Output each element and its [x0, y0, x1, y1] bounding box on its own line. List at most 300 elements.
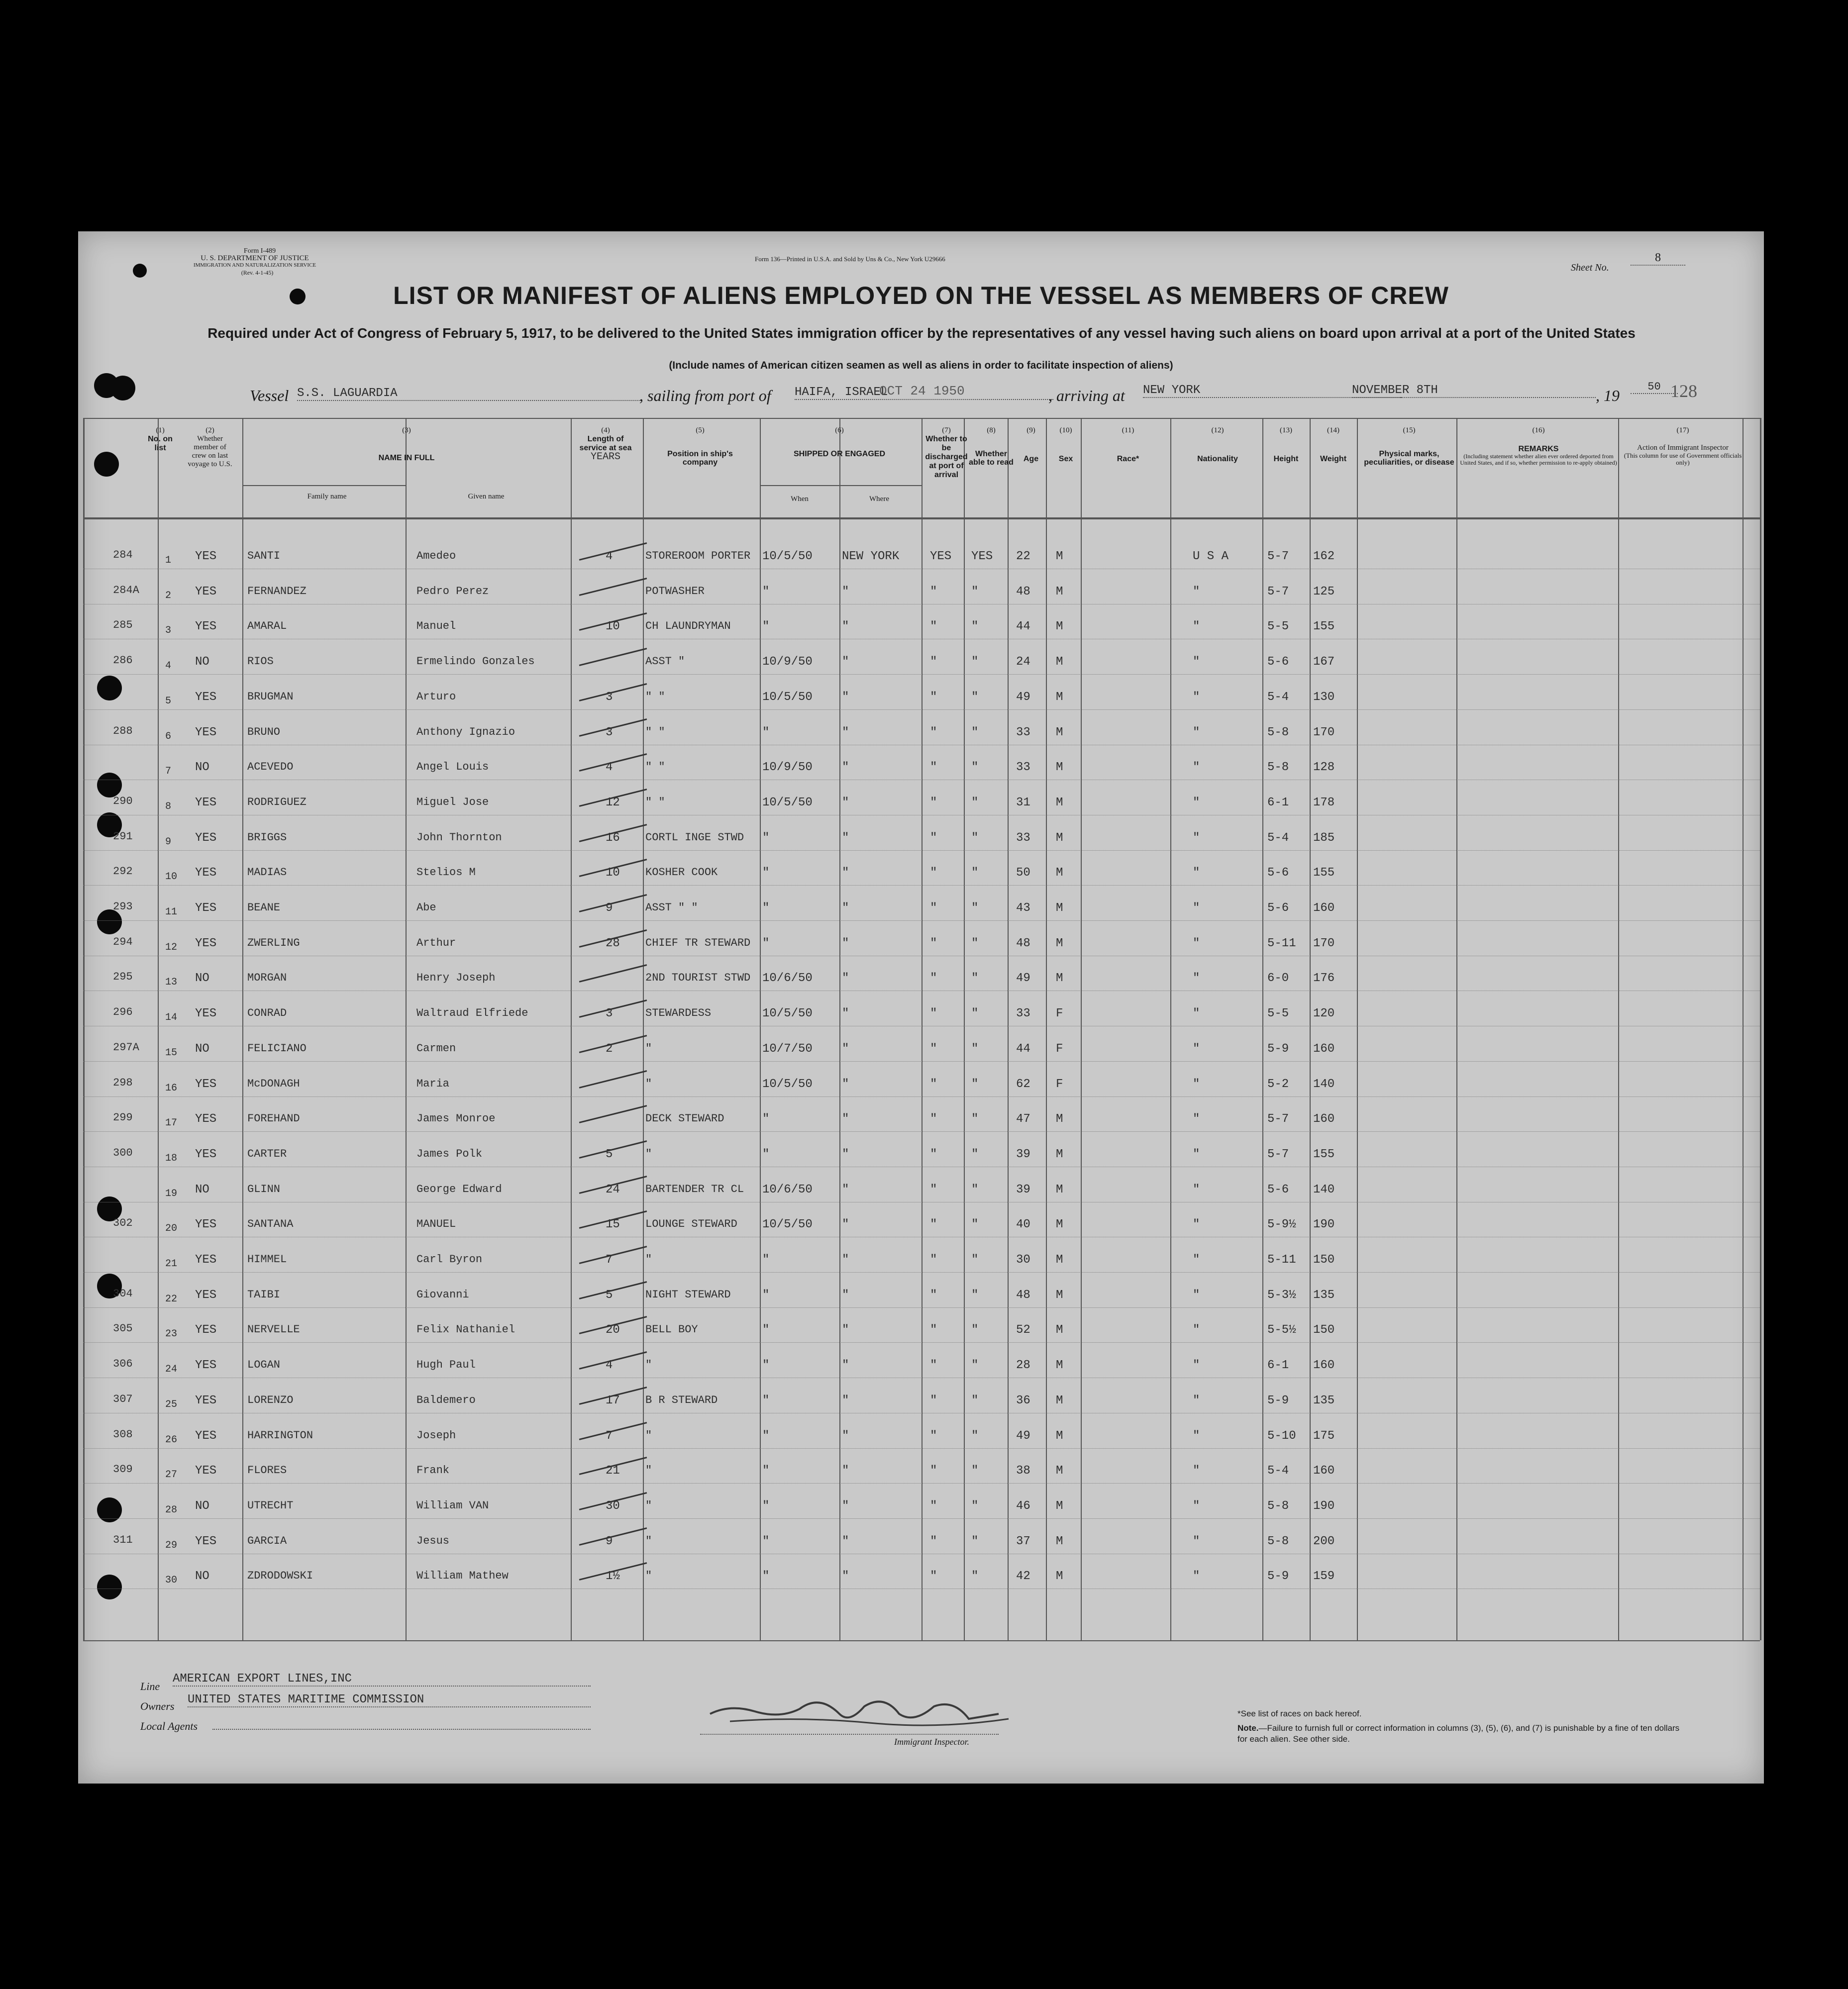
sex: M: [1056, 831, 1063, 845]
given-name: Miguel Jose: [416, 796, 489, 808]
grid-line: [406, 418, 407, 1640]
weight: 155: [1313, 620, 1335, 634]
weight: 130: [1313, 690, 1335, 704]
shipped-where: ": [842, 1077, 849, 1091]
position: ": [645, 1499, 652, 1512]
sex: M: [1056, 550, 1063, 563]
years-at-sea: 7: [606, 1253, 613, 1267]
grid-line: [242, 418, 243, 1640]
inspector-signature: [700, 1684, 1024, 1739]
family-name: BRIGGS: [247, 831, 287, 844]
sex: F: [1056, 1007, 1063, 1021]
grid-line: [1456, 418, 1457, 1640]
height: 5-4: [1267, 1464, 1289, 1478]
nationality: ": [1193, 796, 1200, 809]
nationality: ": [1193, 1253, 1200, 1267]
family-name: NERVELLE: [247, 1323, 300, 1336]
shipped-where: ": [842, 1393, 849, 1407]
height: 5-6: [1267, 1183, 1289, 1196]
weight: 160: [1313, 1112, 1335, 1126]
discharge-flag: ": [930, 901, 937, 915]
given-name: Hugh Paul: [416, 1359, 476, 1372]
include-note: (Include names of American citizen seamen as well as aliens in order to facilitate inspection of aliens): [669, 360, 1173, 371]
height: 5-8: [1267, 1499, 1289, 1513]
inspector-label: Immigrant Inspector.: [894, 1737, 969, 1747]
sex: M: [1056, 620, 1063, 634]
shipped-when: 10/6/50: [762, 1183, 813, 1196]
position: " ": [645, 761, 665, 774]
given-name: MANUEL: [416, 1218, 456, 1231]
nationality: ": [1193, 1007, 1200, 1021]
shipped-when: ": [762, 585, 770, 598]
position: BELL BOY: [645, 1323, 698, 1336]
ref-number: 300: [113, 1146, 133, 1159]
sex: M: [1056, 1183, 1063, 1196]
ref-number: 308: [113, 1428, 133, 1441]
discharge-flag: ": [930, 620, 937, 634]
row-number: 15: [165, 1047, 178, 1059]
shipped-where: ": [842, 1112, 849, 1126]
weight: 120: [1313, 1007, 1335, 1021]
row-number: 28: [165, 1504, 178, 1516]
stamp-number: 128: [1670, 381, 1697, 401]
read-flag: ": [971, 1042, 979, 1056]
shipped-when: 10/7/50: [762, 1042, 813, 1056]
grid-line: [1618, 418, 1619, 1640]
years-at-sea: 1½: [606, 1570, 620, 1584]
col-age-header: (9) Age: [1023, 426, 1039, 463]
age: 42: [1016, 1570, 1030, 1584]
given-name: William VAN: [416, 1499, 489, 1512]
shipped-when: ": [762, 620, 770, 634]
years-at-sea: 15: [606, 1218, 620, 1232]
discharge-flag: ": [930, 1042, 937, 1056]
nationality: ": [1193, 1359, 1200, 1373]
discharge-flag: ": [930, 1429, 937, 1443]
ref-number: 296: [113, 1006, 133, 1019]
family-name: BRUNO: [247, 725, 281, 738]
row-number: 7: [165, 766, 172, 778]
height: 5-7: [1267, 1112, 1289, 1126]
read-flag: ": [971, 1077, 979, 1091]
age: 50: [1016, 866, 1030, 880]
given-name: James Monroe: [416, 1112, 496, 1125]
sex: M: [1056, 725, 1063, 739]
weight: 170: [1313, 725, 1335, 739]
age: 37: [1016, 1534, 1030, 1548]
sheet-number: 8: [1631, 251, 1685, 266]
years-at-sea: 9: [606, 901, 613, 915]
nationality: ": [1193, 1042, 1200, 1056]
crew-flag: NO: [195, 655, 209, 669]
sex: F: [1056, 1077, 1063, 1091]
given-name: Carl Byron: [416, 1253, 483, 1266]
sex: M: [1056, 1429, 1063, 1443]
discharge-flag: ": [930, 585, 937, 598]
given-name: Felix Nathaniel: [416, 1323, 515, 1336]
crew-flag: NO: [195, 1570, 209, 1584]
sex: M: [1056, 1147, 1063, 1161]
position: " ": [645, 796, 665, 808]
years-at-sea: 10: [606, 866, 620, 880]
discharge-flag: ": [930, 796, 937, 809]
ref-number: 286: [113, 654, 133, 667]
col-remarks-header: (16) REMARKS (Including statement whether alien ever ordered deported from United States, and if so, whether permission to re-apply obtained): [1460, 426, 1617, 466]
grid-line: [964, 418, 965, 1640]
shipped-when: ": [762, 936, 770, 950]
ref-number: 305: [113, 1322, 133, 1335]
discharge-flag: ": [930, 1464, 937, 1478]
discharge-flag: ": [930, 1077, 937, 1091]
sex: M: [1056, 866, 1063, 880]
given-name: Angel Louis: [416, 761, 489, 774]
shipped-where: ": [842, 1499, 849, 1513]
arriving-port: NEW YORK: [1143, 384, 1402, 398]
check-mark-icon: [579, 1527, 647, 1546]
crew-flag: NO: [195, 972, 209, 986]
read-flag: ": [971, 972, 979, 986]
row-number: 29: [165, 1539, 178, 1551]
family-name: FELICIANO: [247, 1042, 307, 1055]
shipped-when: ": [762, 1570, 770, 1584]
weight: 175: [1313, 1429, 1335, 1443]
position: STEWARDESS: [645, 1007, 712, 1020]
col-years-header: (4) Length of service at sea YEARS: [579, 426, 632, 463]
col-race-header: (11) Race*: [1117, 426, 1139, 463]
years-at-sea: 2: [606, 1042, 613, 1056]
height: 5-8: [1267, 761, 1289, 775]
shipped-where: ": [842, 1570, 849, 1584]
height: 5-7: [1267, 585, 1289, 598]
read-flag: ": [971, 655, 979, 669]
discharge-flag: ": [930, 1534, 937, 1548]
family-name: TAIBI: [247, 1288, 281, 1301]
position: CORTL INGE STWD: [645, 831, 744, 844]
weight: 159: [1313, 1570, 1335, 1584]
read-flag: ": [971, 690, 979, 704]
sex: M: [1056, 901, 1063, 915]
nationality: ": [1193, 1112, 1200, 1126]
given-name: Stelios M: [416, 866, 476, 879]
ref-number: 302: [113, 1217, 133, 1230]
years-at-sea: 17: [606, 1393, 620, 1407]
weight: 185: [1313, 831, 1335, 845]
shipped-where: ": [842, 1288, 849, 1302]
discharge-flag: ": [930, 725, 937, 739]
height: 5-4: [1267, 690, 1289, 704]
family-name: SANTANA: [247, 1218, 294, 1231]
crew-flag: YES: [195, 1112, 217, 1126]
grid-line: [1081, 418, 1082, 1640]
col-physical-header: (15) Physical marks, peculiarities, or disease: [1364, 426, 1454, 467]
height: 5-6: [1267, 655, 1289, 669]
family-name: FERNANDEZ: [247, 585, 307, 597]
age: 22: [1016, 550, 1030, 563]
shipped-where: ": [842, 585, 849, 598]
discharge-flag: ": [930, 655, 937, 669]
years-at-sea: 4: [606, 1359, 613, 1373]
shipped-where: ": [842, 620, 849, 634]
read-flag: ": [971, 936, 979, 950]
family-name: BRUGMAN: [247, 690, 294, 703]
crew-flag: YES: [195, 1007, 217, 1021]
crew-flag: NO: [195, 1499, 209, 1513]
discharge-flag: ": [930, 1323, 937, 1337]
shipped-when: 10/5/50: [762, 1077, 813, 1091]
height: 5-9½: [1267, 1218, 1296, 1232]
family-name: FLORES: [247, 1464, 287, 1477]
given-name: Frank: [416, 1464, 450, 1477]
sex: M: [1056, 1499, 1063, 1513]
position: ASST " ": [645, 901, 698, 914]
ref-number: 297A: [113, 1041, 139, 1054]
grid-line: [1357, 418, 1358, 1640]
read-flag: ": [971, 1147, 979, 1161]
given-name: Giovanni: [416, 1288, 469, 1301]
position: ": [645, 1570, 652, 1583]
sex: M: [1056, 1112, 1063, 1126]
given-name: Pedro Perez: [416, 585, 489, 597]
year: 50: [1631, 381, 1678, 394]
col-read-header: (8) Whether able to read: [969, 426, 1014, 467]
given-name: Arthur: [416, 936, 456, 949]
punch-hole: [97, 909, 122, 934]
grid-line: [158, 418, 159, 1640]
row-number: 20: [165, 1223, 178, 1235]
position: POTWASHER: [645, 585, 705, 597]
ref-number: 307: [113, 1392, 133, 1405]
shipped-where: ": [842, 1253, 849, 1267]
shipped-where: ": [842, 796, 849, 809]
height: 5-9: [1267, 1570, 1289, 1584]
shipped-where: ": [842, 655, 849, 669]
age: 33: [1016, 831, 1030, 845]
age: 47: [1016, 1112, 1030, 1126]
row-number: 14: [165, 1012, 178, 1024]
row-number: 21: [165, 1258, 178, 1270]
given-name: Manuel: [416, 620, 456, 633]
ref-number: 288: [113, 724, 133, 737]
height: 5-5½: [1267, 1323, 1296, 1337]
grid-line: [1170, 418, 1171, 1640]
printer-line: Form 136—Printed in U.S.A. and Sold by Uns & Co., New York U29666: [755, 255, 945, 263]
family-name: ZDRODOWSKI: [247, 1570, 313, 1583]
crew-flag: YES: [195, 1359, 217, 1373]
weight: 150: [1313, 1323, 1335, 1337]
given-name: Ermelindo Gonzales: [416, 655, 535, 668]
line-value: AMERICAN EXPORT LINES,INC: [173, 1672, 591, 1687]
crew-flag: YES: [195, 831, 217, 845]
crew-flag: YES: [195, 690, 217, 704]
service: IMMIGRATION AND NATURALIZATION SERVICE: [193, 262, 316, 268]
discharge-flag: ": [930, 831, 937, 845]
given-name: Joseph: [416, 1429, 456, 1442]
shipped-where: ": [842, 831, 849, 845]
position: ": [645, 1147, 652, 1160]
sex: M: [1056, 1534, 1063, 1548]
row-number: 13: [165, 977, 178, 989]
years-at-sea: 7: [606, 1429, 613, 1443]
shipped-when: ": [762, 1393, 770, 1407]
nationality: U S A: [1193, 550, 1229, 563]
years-at-sea: 21: [606, 1464, 620, 1478]
years-at-sea: 16: [606, 831, 620, 845]
shipped-when: ": [762, 1464, 770, 1478]
row-number: 11: [165, 906, 178, 918]
col-sex-header: (10) Sex: [1058, 426, 1073, 463]
check-mark-icon: [579, 683, 647, 701]
years-at-sea: 3: [606, 725, 613, 739]
crew-flag: YES: [195, 1323, 217, 1337]
read-flag: ": [971, 866, 979, 880]
weight: 160: [1313, 1359, 1335, 1373]
check-mark-icon: [579, 718, 647, 737]
crew-flag: YES: [195, 1253, 217, 1267]
age: 48: [1016, 585, 1030, 598]
nationality: ": [1193, 1393, 1200, 1407]
sex: M: [1056, 1464, 1063, 1478]
crew-flag: YES: [195, 620, 217, 634]
weight: 135: [1313, 1393, 1335, 1407]
owners-label: Owners: [140, 1700, 175, 1712]
shipped-where: ": [842, 1359, 849, 1373]
ref-number: 311: [113, 1533, 133, 1546]
read-flag: ": [971, 1464, 979, 1478]
col-nationality-header: (12) Nationality: [1197, 426, 1238, 463]
position: ASST ": [645, 655, 685, 668]
row-number: 26: [165, 1434, 178, 1446]
weight: 160: [1313, 901, 1335, 915]
read-flag: ": [971, 1499, 979, 1513]
weight: 125: [1313, 585, 1335, 598]
position: KOSHER COOK: [645, 866, 718, 879]
sex: M: [1056, 1393, 1063, 1407]
position: ": [645, 1429, 652, 1442]
grid-line: [1760, 418, 1761, 1640]
row-number: 27: [165, 1469, 178, 1481]
age: 31: [1016, 796, 1030, 809]
given-name: John Thornton: [416, 831, 502, 844]
discharge-flag: YES: [930, 550, 952, 563]
years-at-sea: 5: [606, 1147, 613, 1161]
read-flag: ": [971, 585, 979, 598]
sex: M: [1056, 761, 1063, 775]
discharge-flag: ": [930, 1218, 937, 1232]
read-flag: ": [971, 761, 979, 775]
position: ": [645, 1464, 652, 1477]
read-flag: ": [971, 796, 979, 809]
height: 5-4: [1267, 831, 1289, 845]
ref-number: 291: [113, 830, 133, 843]
ref-number: 284: [113, 549, 133, 561]
form-number: Form I-489: [243, 247, 276, 255]
read-flag: ": [971, 725, 979, 739]
height: 5-8: [1267, 1534, 1289, 1548]
check-mark-icon: [579, 1281, 647, 1299]
position: 2ND TOURIST STWD: [645, 972, 751, 985]
family-name: MORGAN: [247, 972, 287, 985]
read-flag: ": [971, 1112, 979, 1126]
weight: 155: [1313, 866, 1335, 880]
years-at-sea: 24: [606, 1183, 620, 1196]
shipped-when: 10/5/50: [762, 1007, 813, 1021]
col-given-header: Given name: [468, 493, 505, 500]
port-of-sailing: HAIFA, ISRAEL: [795, 386, 1053, 400]
nationality: ": [1193, 585, 1200, 598]
position: B R STEWARD: [645, 1393, 718, 1406]
shipped-when: ": [762, 901, 770, 915]
sex: M: [1056, 585, 1063, 598]
read-flag: ": [971, 1007, 979, 1021]
sheet-label: Sheet No.: [1571, 262, 1609, 273]
position: ": [645, 1253, 652, 1266]
races-note: *See list of races on back hereof.: [1237, 1709, 1362, 1718]
shipped-where: ": [842, 761, 849, 775]
nationality: ": [1193, 972, 1200, 986]
years-at-sea: 20: [606, 1323, 620, 1337]
age: 43: [1016, 901, 1030, 915]
check-mark-icon: [579, 1070, 647, 1089]
shipped-when: ": [762, 1253, 770, 1267]
ref-number: 293: [113, 900, 133, 913]
row-number: 16: [165, 1082, 178, 1094]
subtitle: Required under Act of Congress of February 5, 1917, to be delivered to the United States immigration officer by the representatives of any vessel having such aliens on board upon arrival at a port of the United States: [207, 325, 1636, 341]
crew-flag: YES: [195, 1147, 217, 1161]
nationality: ": [1193, 1218, 1200, 1232]
shipped-when: 10/5/50: [762, 1218, 813, 1232]
years-at-sea: 30: [606, 1499, 620, 1513]
crew-flag: YES: [195, 725, 217, 739]
crew-flag: YES: [195, 866, 217, 880]
nationality: ": [1193, 761, 1200, 775]
given-name: George Edward: [416, 1183, 502, 1195]
nationality: ": [1193, 831, 1200, 845]
discharge-flag: ": [930, 1147, 937, 1161]
agents-value-line: [212, 1729, 591, 1730]
nationality: ": [1193, 901, 1200, 915]
shipped-when: ": [762, 1288, 770, 1302]
check-mark-icon: [579, 542, 647, 561]
check-mark-icon: [579, 753, 647, 775]
crew-flag: YES: [195, 585, 217, 598]
check-mark-icon: [579, 1140, 647, 1159]
ref-number: 299: [113, 1111, 133, 1124]
age: 44: [1016, 620, 1030, 634]
check-mark-icon: [579, 648, 647, 666]
weight: 155: [1313, 1147, 1335, 1161]
col-weight-header: (14) Weight: [1320, 426, 1347, 463]
years-at-sea: 4: [606, 550, 613, 563]
given-name: Amedeo: [416, 550, 456, 562]
punch-hole: [97, 773, 122, 797]
grid-line: [760, 418, 761, 1640]
years-at-sea: 3: [606, 1007, 613, 1021]
punch-hole: [94, 452, 119, 477]
nationality: ": [1193, 1534, 1200, 1548]
agents-label: Local Agents: [140, 1720, 198, 1732]
position: LOUNGE STEWARD: [645, 1218, 737, 1231]
check-mark-icon: [579, 1422, 647, 1440]
weight: 167: [1313, 655, 1335, 669]
family-name: HIMMEL: [247, 1253, 287, 1266]
row-number: 17: [165, 1117, 178, 1129]
years-at-sea: 12: [606, 796, 620, 809]
check-mark-icon: [579, 1035, 647, 1053]
row-number: 8: [165, 800, 172, 812]
crew-flag: YES: [195, 901, 217, 915]
col-crew-header: (2) Whether member of crew on last voyage to U.S.: [188, 426, 232, 468]
crew-flag: NO: [195, 761, 209, 775]
